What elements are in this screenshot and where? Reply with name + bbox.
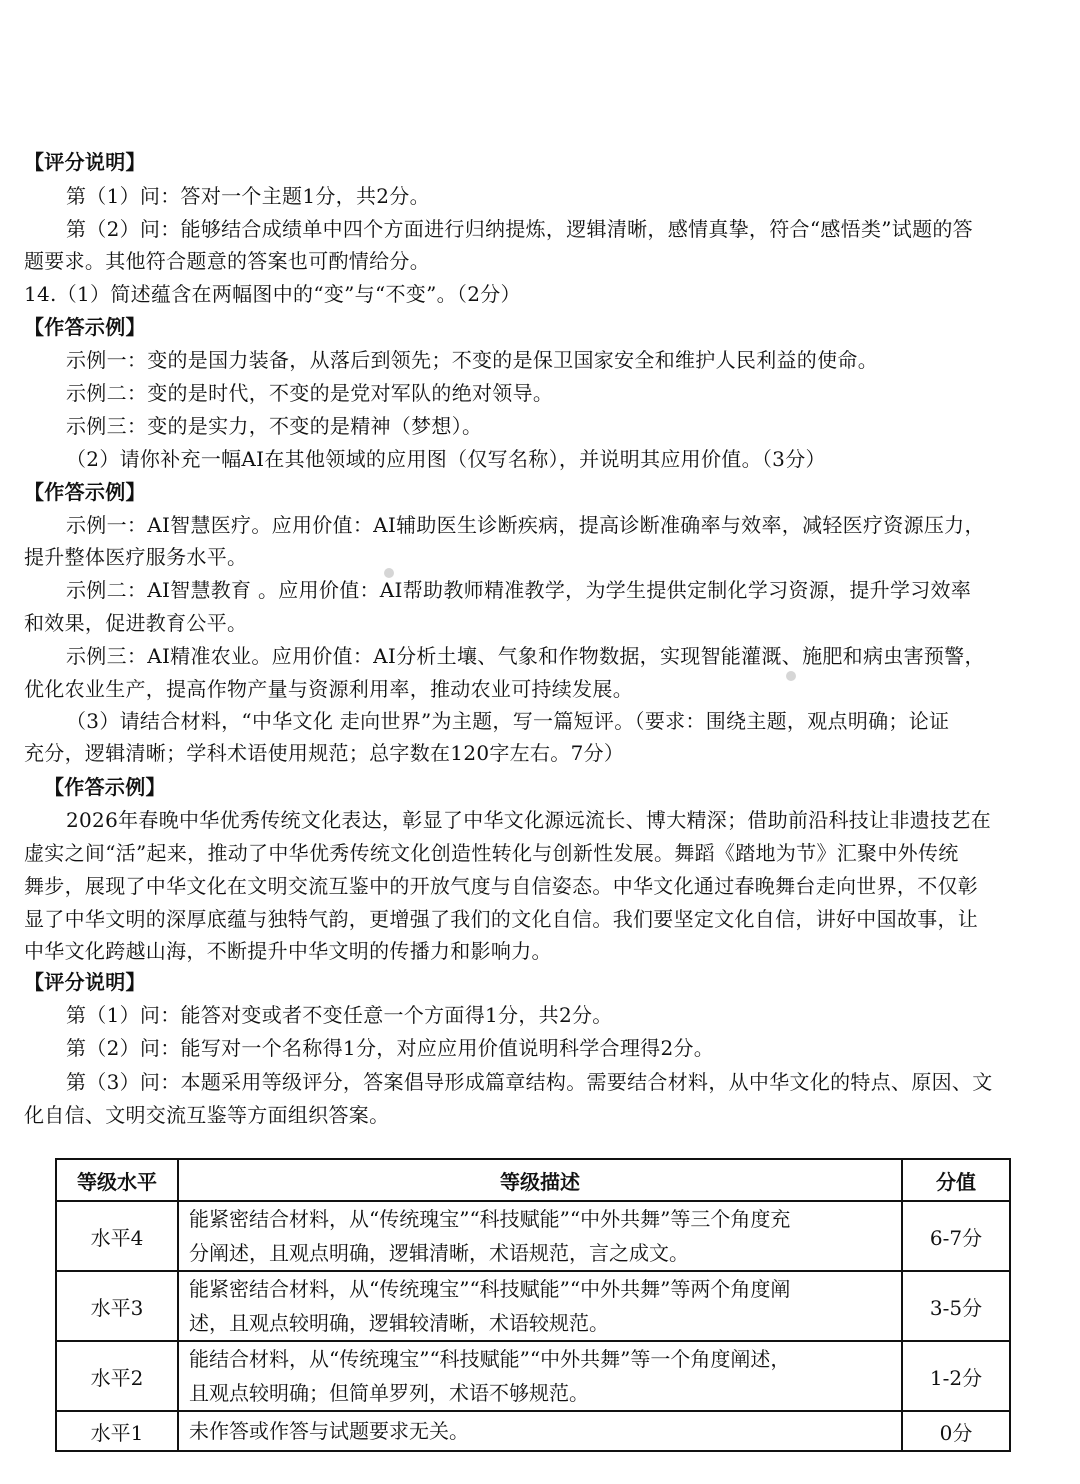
essay-line: 显了中华文明的深厚底蕴与独特气韵，更增强了我们的文化自信。我们要坚定文化自信，讲好中国故事，让 xyxy=(24,907,979,931)
score-cell: 1-2分 xyxy=(902,1341,1010,1411)
header-level: 等级水平 xyxy=(56,1159,178,1201)
score-cell: 3-5分 xyxy=(902,1271,1010,1341)
description-line: 分阐述，且观点明确，逻辑清晰，术语规范，言之成文。 xyxy=(189,1241,689,1265)
paragraph-line: 示例二：变的是时代，不变的是党对军队的绝对领导。 xyxy=(66,381,554,405)
paragraph-line: 第（1）问：能答对变或者不变任意一个方面得1分，共2分。 xyxy=(66,1003,613,1027)
paragraph-line: 化自信、文明交流互鉴等方面组织答案。 xyxy=(24,1103,390,1127)
description-line: 能紧密结合材料，从“传统瑰宝”“科技赋能”“中外共舞”等两个角度阐 xyxy=(189,1277,791,1301)
level-cell: 水平4 xyxy=(56,1201,178,1271)
description-line: 能结合材料，从“传统瑰宝”“科技赋能”“中外共舞”等一个角度阐述， xyxy=(189,1347,791,1371)
question-line: （3）请结合材料，“中华文化 走向世界”为主题，写一篇短评。（要求：围绕主题，观点明确；论证 xyxy=(66,709,950,733)
level-cell: 水平2 xyxy=(56,1341,178,1411)
score-cell: 0分 xyxy=(902,1411,1010,1451)
section-heading: 【作答示例】 xyxy=(24,480,146,504)
paragraph-line: 示例二：AI智慧教育 。应用价值：AI帮助教师精准教学，为学生提供定制化学习资源，提升学习效率 xyxy=(66,578,972,602)
description-line: 能紧密结合材料，从“传统瑰宝”“科技赋能”“中外共舞”等三个角度充 xyxy=(189,1207,791,1231)
essay-line: 舞步，展现了中华文化在文明交流互鉴中的开放气度与自信姿态。中华文化通过春晚舞台走向世界，不仅彰 xyxy=(24,874,979,898)
section-heading: 【作答示例】 xyxy=(24,315,146,339)
question-line: （2）请你补充一幅AI在其他领域的应用图（仅写名称），并说明其应用价值。（3分） xyxy=(66,447,826,471)
paragraph-line: 提升整体医疗服务水平。 xyxy=(24,545,248,569)
description-cell xyxy=(178,1271,902,1341)
table-row xyxy=(56,1271,1010,1341)
paragraph-line: 第（1）问：答对一个主题1分，共2分。 xyxy=(66,184,430,208)
table-row xyxy=(56,1201,1010,1271)
table-row xyxy=(56,1341,1010,1411)
question-line: 充分，逻辑清晰；学科术语使用规范；总字数在120字左右。7分） xyxy=(24,741,625,765)
paragraph-line: 示例三：AI精准农业。应用价值：AI分析土壤、气象和作物数据，实现智能灌溉、施肥和病虫害预警， xyxy=(66,644,985,668)
essay-line: 虚实之间“活”起来，推动了中华优秀传统文化创造性转化与创新性发展。舞蹈《踏地为节》汇聚中外传统 xyxy=(24,841,959,865)
section-heading: 【评分说明】 xyxy=(24,970,146,994)
score-cell: 6-7分 xyxy=(902,1201,1010,1271)
paragraph-line: 和效果，促进教育公平。 xyxy=(24,611,248,635)
description-line: 述，且观点较明确，逻辑较清晰，术语较规范。 xyxy=(189,1311,609,1335)
section-heading: 【作答示例】 xyxy=(44,775,166,799)
question-line: 14.（1）简述蕴含在两幅图中的“变”与“不变”。（2分） xyxy=(24,282,521,306)
paragraph-line: 题要求。其他符合题意的答案也可酌情给分。 xyxy=(24,249,430,273)
watermark-dot xyxy=(384,568,394,578)
grading-table xyxy=(55,1158,1011,1452)
paragraph-line: 示例一：变的是国力装备，从落后到领先；不变的是保卫国家安全和维护人民利益的使命。 xyxy=(66,348,878,372)
paragraph-line: 示例三：变的是实力，不变的是精神（梦想）。 xyxy=(66,414,483,438)
description-line: 且观点较明确；但简单罗列，术语不够规范。 xyxy=(189,1381,589,1405)
header-description: 等级描述 xyxy=(178,1159,902,1201)
level-cell: 水平3 xyxy=(56,1271,178,1341)
description-cell xyxy=(178,1341,902,1411)
table-row xyxy=(56,1411,1010,1451)
paragraph-line: 第（2）问：能够结合成绩单中四个方面进行归纳提炼，逻辑清晰，感情真挚，符合“感悟类”试题的答 xyxy=(66,217,973,241)
paragraph-line: 优化农业生产，提高作物产量与资源利用率，推动农业可持续发展。 xyxy=(24,677,633,701)
essay-line: 中华文化跨越山海，不断提升中华文明的传播力和影响力。 xyxy=(24,939,552,963)
header-score: 分值 xyxy=(902,1159,1010,1201)
level-cell: 水平1 xyxy=(56,1411,178,1451)
description-cell xyxy=(178,1201,902,1271)
section-heading: 【评分说明】 xyxy=(24,150,146,174)
paragraph-line: 示例一：AI智慧医疗。应用价值：AI辅助医生诊断疾病，提高诊断准确率与效率，减轻医疗资源压力， xyxy=(66,513,985,537)
description-cell: 未作答或作答与试题要求无关。 xyxy=(178,1411,902,1451)
paragraph-line: 第（3）问：本题采用等级评分，答案倡导形成篇章结构。需要结合材料，从中华文化的特点、原因、文 xyxy=(66,1070,993,1094)
table-header-row xyxy=(56,1159,1010,1201)
watermark-dot xyxy=(786,671,796,681)
paragraph-line: 第（2）问：能写对一个名称得1分，对应应用价值说明科学合理得2分。 xyxy=(66,1036,715,1060)
essay-line: 2026年春晚中华优秀传统文化表达，彰显了中华文化源远流长、博大精深；借助前沿科技让非遗技艺在 xyxy=(66,808,991,832)
